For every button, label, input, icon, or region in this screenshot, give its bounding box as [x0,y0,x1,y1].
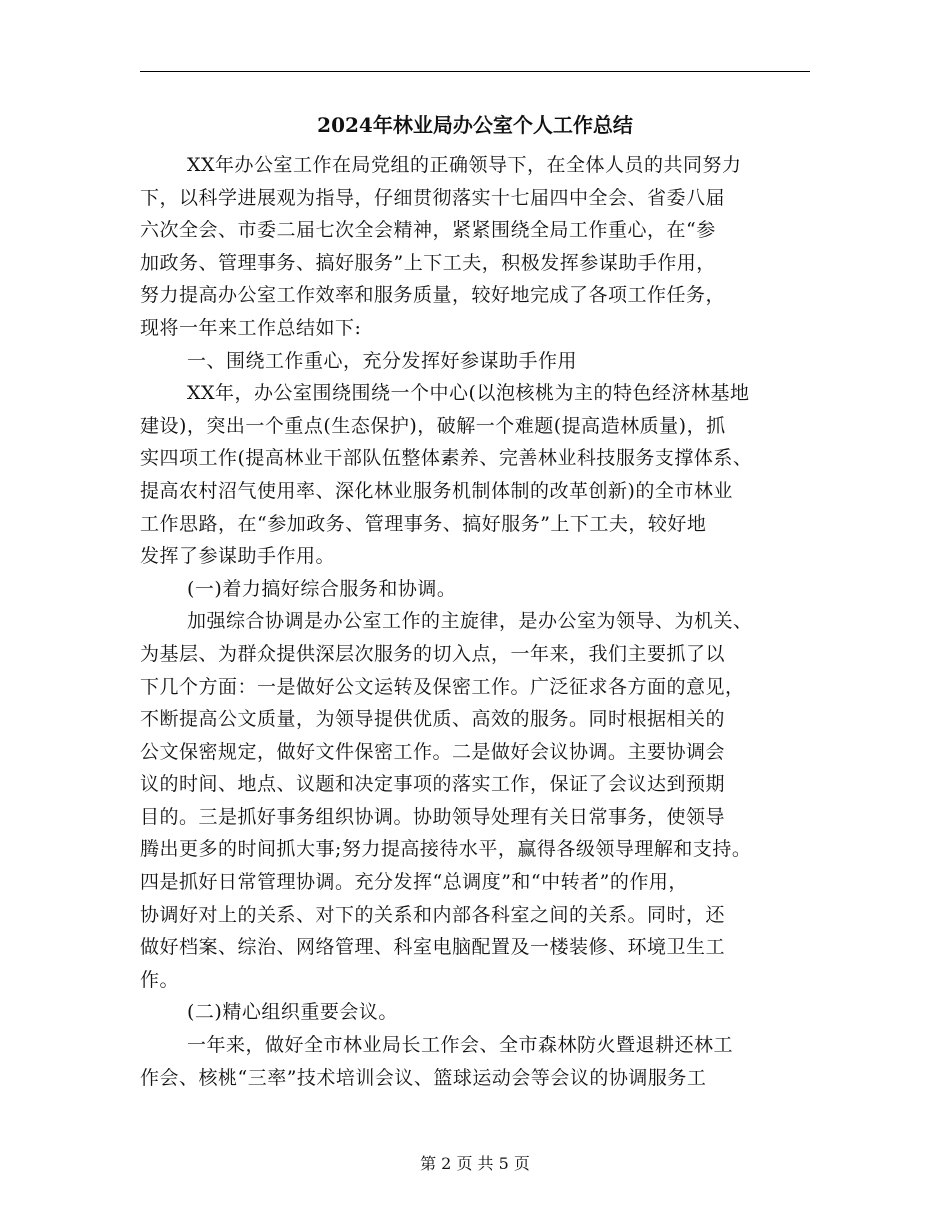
paragraph-line: 实四项工作(提高林业干部队伍整体素养、完善林业科技服务支撑体系、 [140,447,753,470]
paragraph-first-line: 一年来，做好全市林业局长工作会、全市森林防火暨退耕还林工 [187,1034,734,1057]
paragraph-first-line: (一)着力搞好综合服务和协调。 [187,577,457,600]
paragraph-first-line: 加强综合协调是办公室工作的主旋律，是办公室为领导、为机关、 [187,610,753,633]
paragraph-line: 努力提高办公室工作效率和服务质量，较好地完成了各项工作任务， [140,284,726,307]
paragraph-line: 发挥了参谋助手作用。 [140,545,336,568]
header-rule [140,71,810,72]
paragraph-line: 议的时间、地点、议题和决定事项的落实工作，保证了会议达到预期 [140,773,726,796]
paragraph-first-line: XX年，办公室围绕围绕一个中心(以泡核桃为主的特色经济林基地 [187,382,750,405]
paragraph-line: 工作思路，在“参加政务、管理事务、搞好服务”上下工夫，较好地 [140,512,707,535]
paragraph-line: 提高农村沼气使用率、深化林业服务机制体制的改革创新)的全市林业 [140,479,733,502]
paragraph-line: 协调好对上的关系、对下的关系和内部各科室之间的关系。同时，还 [140,903,726,926]
paragraph-first-line: XX年办公室工作在局党组的正确领导下，在全体人员的共同努力 [187,154,742,176]
paragraph-line: 下几个方面：一是做好公文运转及保密工作。广泛征求各方面的意见， [140,675,745,698]
paragraph-line: 为基层、为群众提供深层次服务的切入点，一年来，我们主要抓了以 [140,642,726,665]
document-body [140,149,810,1094]
paragraph-line: 公文保密规定，做好文件保密工作。二是做好会议协调。主要协调会 [140,740,726,763]
paragraph-line: 目的。三是抓好事务组织协调。协助领导处理有关日常事务，使领导 [140,805,726,828]
paragraph-line: 不断提高公文质量，为领导提供优质、高效的服务。同时根据相关的 [140,708,726,731]
paragraph-first-line: (二)精心组织重要会议。 [187,1001,398,1024]
document-title: 2024年林业局办公室个人工作总结 [317,113,633,137]
paragraph-line: 加政务、管理事务、搞好服务”上下工夫，积极发挥参谋助手作用， [140,251,716,274]
paragraph-line: 建设)，突出一个重点(生态保护)，破解一个难题(提高造林质量)，抓 [140,414,726,437]
page-number-footer: 第 2 页 共 5 页 [420,1154,530,1173]
paragraph-line: 现将一年来工作总结如下: [140,316,362,339]
paragraph-line: 腾出更多的时间抓大事;努力提高接待水平，赢得各级领导理解和支持。 [140,838,752,861]
paragraph-line: 四是抓好日常管理协调。充分发挥“总调度”和“中转者”的作用， [140,871,688,894]
paragraph-first-line: 一、围绕工作重心，充分发挥好参谋助手作用 [187,349,578,372]
paragraph-line: 作。 [140,968,180,991]
paragraph-line: 六次全会、市委二届七次全会精神，紧紧围绕全局工作重心，在“参 [140,219,716,242]
paragraph-line: 下，以科学进展观为指导，仔细贯彻落实十七届四中全会、省委八届 [140,186,726,209]
paragraph-line: 做好档案、综治、网络管理、科室电脑配置及一楼装修、环境卫生工 [140,936,726,959]
paragraph-line: 作会、核桃“三率”技术培训会议、篮球运动会等会议的协调服务工 [140,1066,707,1089]
